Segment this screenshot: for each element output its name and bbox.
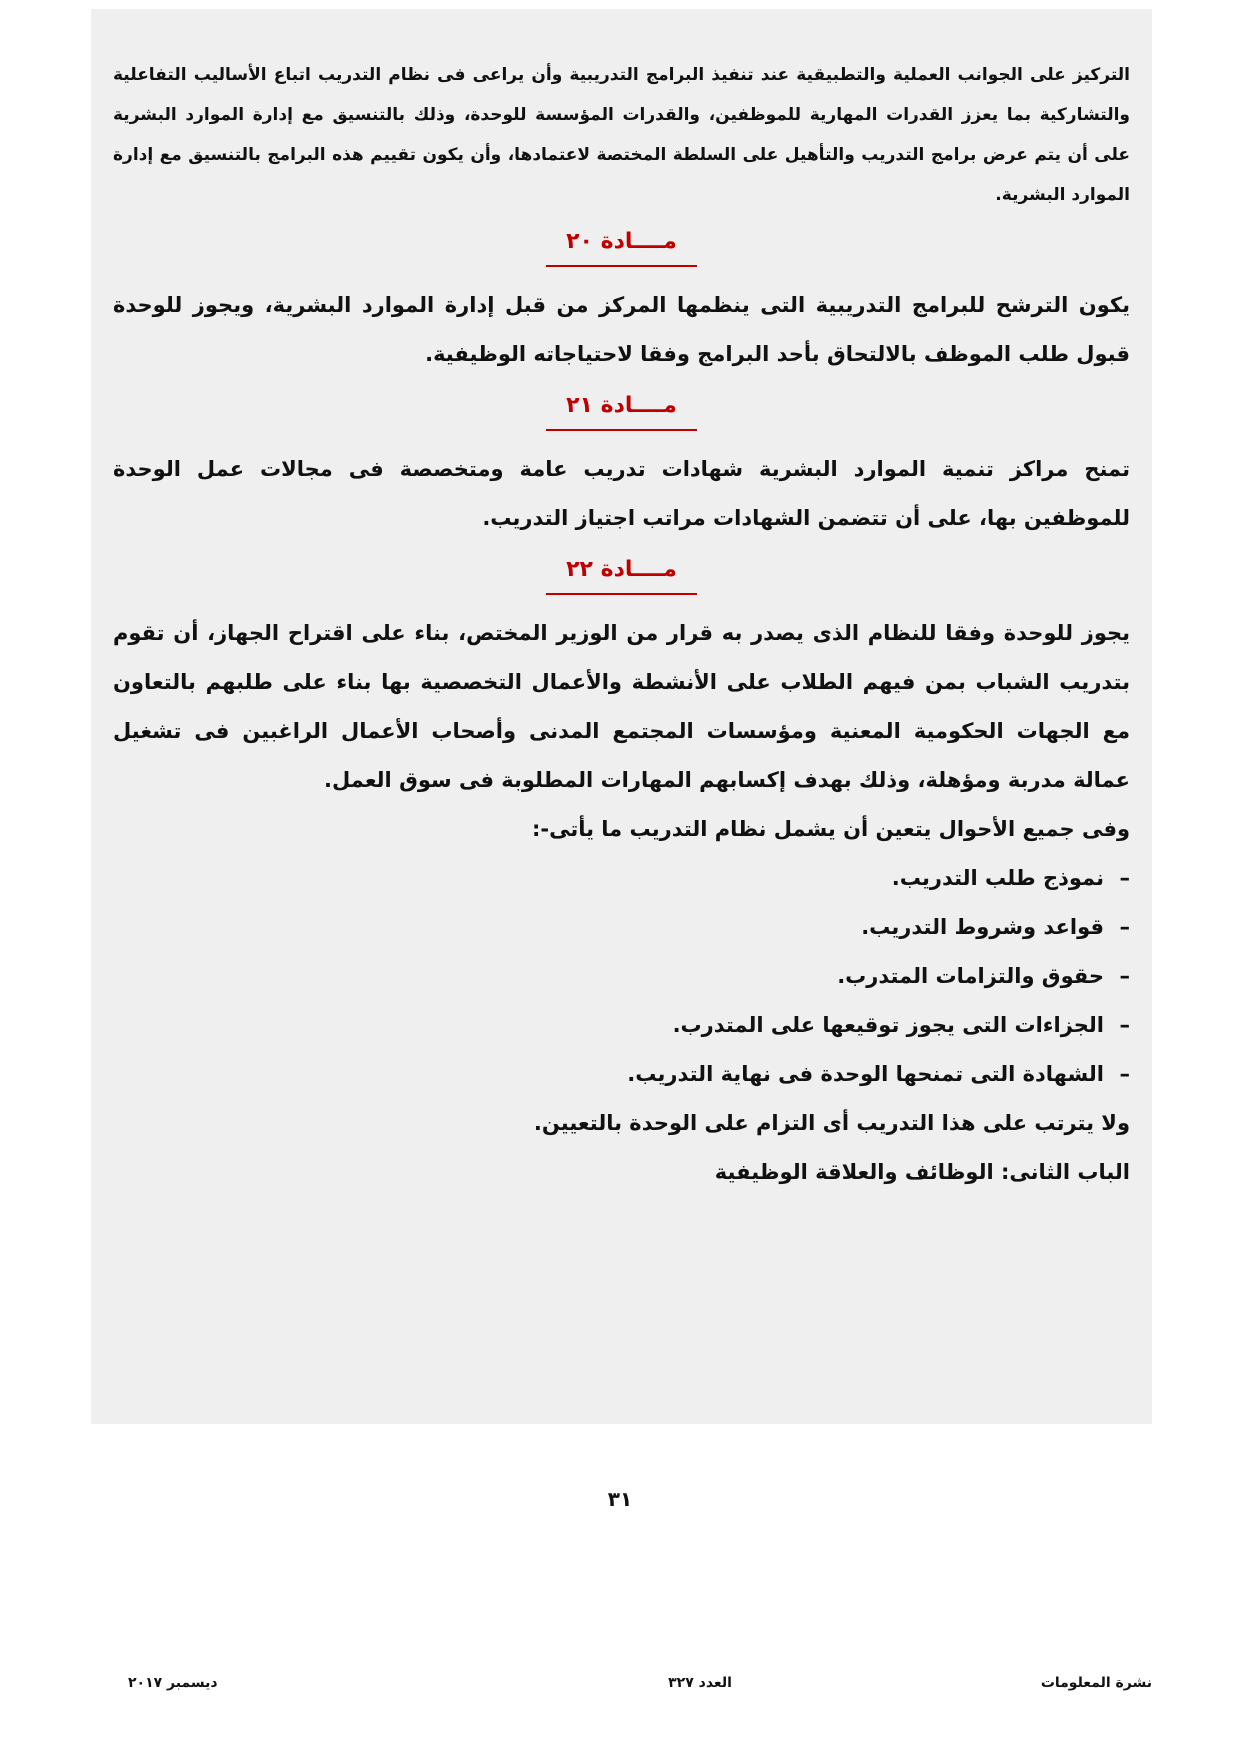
chapter-title: الباب الثانى: الوظائف والعلاقة الوظيفية bbox=[714, 1160, 1130, 1184]
list-item bbox=[113, 1050, 1130, 1099]
list-intro: وفى جميع الأحوال يتعين أن يشمل نظام التدريب ما يأتى-: bbox=[531, 817, 1130, 841]
article-20-heading bbox=[113, 225, 1130, 271]
article-22-title: مــــادة ٢٢ bbox=[546, 553, 697, 595]
closing-line: ولا يترتب على هذا التدريب أى التزام على الوحدة بالتعيين. bbox=[533, 1111, 1130, 1135]
list-item-text: حقوق والتزامات المتدرب. bbox=[837, 964, 1104, 988]
article-21-text: تمنح مراكز تنمية الموارد البشرية شهادات تدريب عامة ومتخصصة فى مجالات عمل الوحدة للموظفين بها، على أن تتضمن الشهادات مراتب اجتياز التدريب. bbox=[113, 457, 1130, 530]
footer-publication: نشرة المعلومات bbox=[1040, 1675, 1152, 1691]
list-item bbox=[113, 952, 1130, 1001]
list-dash: – bbox=[1119, 866, 1130, 890]
list-dash: – bbox=[1119, 964, 1130, 988]
list-dash: – bbox=[1119, 915, 1130, 939]
article-22-text: يجوز للوحدة وفقا للنظام الذى يصدر به قرار من الوزير المختص، بناء على اقتراح الجهاز، أن تقوم بتدريب الشباب بمن فيهم الطلاب على الأنشطة والأعمال التخصصية بها بناء على طلبهم بالتعاون مع الجهات الحكومية المعنية ومؤسسات المجتمع المدنى وأصحاب الأعمال الراغبين فى تشغيل عمالة مدربة ومؤهلة، وذلك بهدف إكسابهم المهارات المطلوبة فى سوق العمل. bbox=[113, 621, 1130, 792]
intro-paragraph: التركيز على الجوانب العملية والتطبيقية عند تنفيذ البرامج التدريبية وأن يراعى فى نظام التدريب اتباع الأساليب التفاعلية والتشاركية بما يعزز القدرات المهارية للموظفين، والقدرات المؤسسة للوحدة، وذلك بالتنسيق مع إدارة الموارد البشرية على أن يتم عرض برامج التدريب والتأهيل على السلطة المختصة لاعتمادها، وأن يكون تقييم هذه البرامج بالتنسيق مع إدارة الموارد البشرية. bbox=[113, 65, 1130, 205]
article-21-title: مــــادة ٢١ bbox=[546, 389, 697, 431]
training-requirements-list bbox=[113, 854, 1130, 1099]
article-21-heading bbox=[113, 389, 1130, 435]
list-item bbox=[113, 903, 1130, 952]
list-item bbox=[113, 854, 1130, 903]
article-22-heading bbox=[113, 553, 1130, 599]
list-item bbox=[113, 1001, 1130, 1050]
document-content bbox=[91, 9, 1152, 1424]
footer-issue: العدد ٣٢٧ bbox=[668, 1675, 732, 1691]
list-dash: – bbox=[1119, 1062, 1130, 1086]
list-item-text: الجزاءات التى يجوز توقيعها على المتدرب. bbox=[672, 1013, 1104, 1037]
list-dash: – bbox=[1119, 1013, 1130, 1037]
page-number: ٣١ bbox=[607, 1487, 633, 1511]
article-20-text: يكون الترشح للبرامج التدريبية التى ينظمها المركز من قبل إدارة الموارد البشرية، ويجوز للوحدة قبول طلب الموظف بالالتحاق بأحد البرامج وفقا لاحتياجاته الوظيفية. bbox=[113, 293, 1130, 366]
list-item-text: قواعد وشروط التدريب. bbox=[861, 915, 1104, 939]
list-item-text: الشهادة التى تمنحها الوحدة فى نهاية التدريب. bbox=[627, 1062, 1104, 1086]
article-20-title: مــــادة ٢٠ bbox=[546, 225, 697, 267]
list-item-text: نموذج طلب التدريب. bbox=[891, 866, 1104, 890]
footer-date: ديسمبر ٢٠١٧ bbox=[128, 1675, 218, 1691]
